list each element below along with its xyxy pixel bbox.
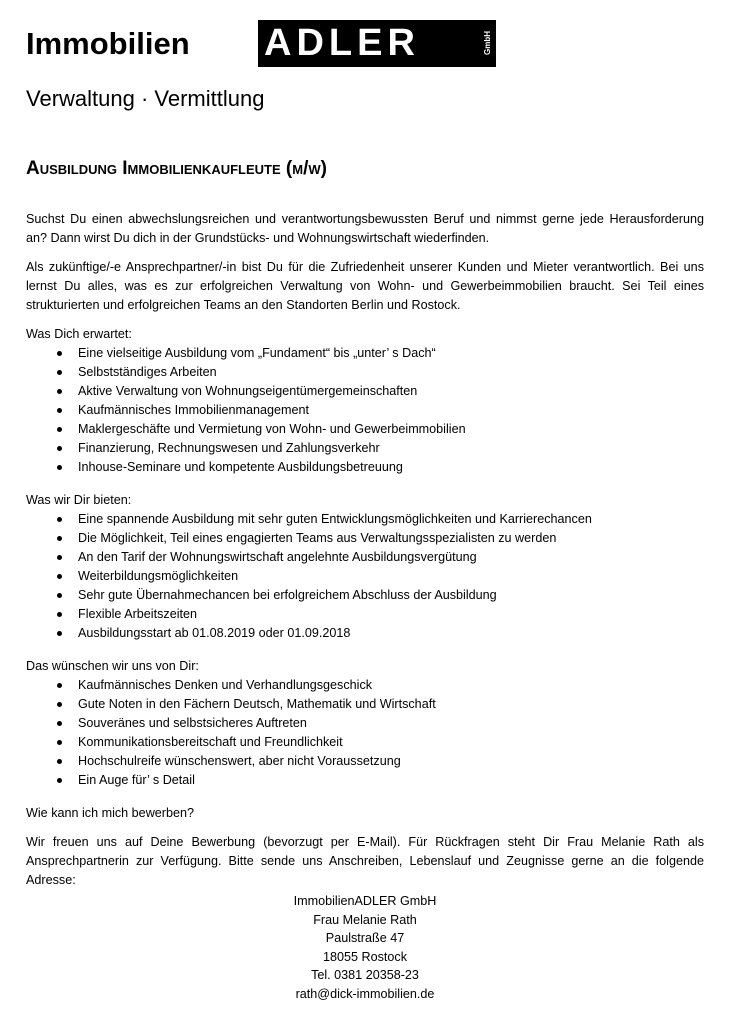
bullet-icon bbox=[57, 759, 62, 764]
bullet-icon bbox=[57, 702, 62, 707]
list-item: Weiterbildungsmöglichkeiten bbox=[26, 567, 704, 586]
address-street: Paulstraße 47 bbox=[325, 931, 405, 946]
bullet-icon bbox=[57, 389, 62, 394]
bullet-icon bbox=[57, 536, 62, 541]
address-contact: Frau Melanie Rath bbox=[313, 912, 417, 927]
bullet-icon bbox=[57, 612, 62, 617]
apply-question: Wie kann ich mich bewerben? bbox=[26, 806, 194, 820]
list-item: Hochschulreife wünschenswert, aber nicht Voraussetzung bbox=[26, 752, 704, 771]
document-body bbox=[26, 210, 704, 1004]
list-item: An den Tarif der Wohnungswirtschaft angelehnte Ausbildungsvergütung bbox=[26, 548, 704, 567]
list-item: Eine spannende Ausbildung mit sehr guten Entwicklungsmöglichkeiten und Karrierechancen bbox=[26, 510, 704, 529]
contact-address bbox=[26, 892, 704, 1004]
list-item: Gute Noten in den Fächern Deutsch, Mathematik und Wirtschaft bbox=[26, 695, 704, 714]
list-item: Die Möglichkeit, Teil eines engagierten Teams aus Verwaltungsspezialisten zu werden bbox=[26, 529, 704, 548]
tagline: Verwaltung · Vermittlung bbox=[26, 86, 265, 111]
job-title: Ausbildung Immobilienkaufleute (m/w) bbox=[26, 158, 327, 179]
list-item: Inhouse-Seminare und kompetente Ausbildungsbetreuung bbox=[26, 458, 704, 477]
bullet-icon bbox=[57, 721, 62, 726]
letterhead bbox=[26, 20, 492, 70]
bullet-icon bbox=[57, 778, 62, 783]
adler-logo bbox=[258, 20, 496, 67]
intro-paragraph-1: Suchst Du einen abwechslungsreichen und verantwortungsbewussten Beruf und nimmst gerne jede Herausforderung an? Dann wirst Du dich in der Grundstücks- und Wohnungswirtschaft wiederfinden. bbox=[26, 212, 704, 245]
bullet-icon bbox=[57, 427, 62, 432]
apply-text: Wir freuen uns auf Deine Bewerbung (bevorzugt per E-Mail). Für Rückfragen steht Dir Frau Melanie Rath als Ansprechpartnerin zur Verfügung. Bitte sende uns Anschreiben, Lebenslauf und Zeugnisse gerne an die folgende Adresse: bbox=[26, 835, 704, 887]
address-phone: Tel. 0381 20358-23 bbox=[311, 968, 419, 983]
intro-paragraph-2: Als zukünftige/-e Ansprechpartner/-in bist Du für die Zufriedenheit unserer Kunden und Mieter verantwortlich. Bei uns lernst Du alles, was es zur erfolgreichen Verwaltung von Wohn- und Gewerbeimmobilien braucht. Sei Teil eines strukturierten und erfolgreichen Teams an den Standorten Berlin und Rostock. bbox=[26, 260, 704, 312]
address-company: ImmobilienADLER GmbH bbox=[293, 894, 437, 908]
bullet-icon bbox=[57, 517, 62, 522]
bullet-icon bbox=[57, 555, 62, 560]
section-label: Was wir Dir bieten: bbox=[26, 493, 132, 507]
section-label: Das wünschen wir uns von Dir: bbox=[26, 659, 199, 673]
bullet-icon bbox=[57, 631, 62, 636]
list-item: Souveränes und selbstsicheres Auftreten bbox=[26, 714, 704, 733]
list-item: Eine vielseitige Ausbildung vom „Fundament“ bis „unter’ s Dach“ bbox=[26, 344, 704, 363]
logo-suffix: GmbH bbox=[483, 31, 492, 55]
bullet-list bbox=[26, 344, 704, 477]
list-item: Ausbildungsstart ab 01.08.2019 oder 01.09.2018 bbox=[26, 624, 704, 643]
list-item: Kommunikationsbereitschaft und Freundlichkeit bbox=[26, 733, 704, 752]
address-email[interactable]: rath@dick-immobilien.de bbox=[295, 986, 435, 1001]
section-label: Was Dich erwartet: bbox=[26, 327, 132, 341]
list-item: Finanzierung, Rechnungswesen und Zahlungsverkehr bbox=[26, 439, 704, 458]
list-item: Flexible Arbeitszeiten bbox=[26, 605, 704, 624]
list-item: Kaufmännisches Immobilienmanagement bbox=[26, 401, 704, 420]
list-item: Ein Auge für’ s Detail bbox=[26, 771, 704, 790]
list-item: Kaufmännisches Denken und Verhandlungsgeschick bbox=[26, 676, 704, 695]
bullet-icon bbox=[57, 446, 62, 451]
bullet-icon bbox=[57, 574, 62, 579]
logo-word: ADLER bbox=[264, 22, 420, 64]
bullet-icon bbox=[57, 408, 62, 413]
bullet-icon bbox=[57, 465, 62, 470]
section-requirements bbox=[26, 657, 704, 790]
section-expectations bbox=[26, 325, 704, 477]
bullet-icon bbox=[57, 683, 62, 688]
address-city: 18055 Rostock bbox=[322, 949, 407, 964]
brand-word: Immobilien bbox=[26, 26, 190, 61]
list-item: Selbstständiges Arbeiten bbox=[26, 363, 704, 382]
bullet-list bbox=[26, 676, 704, 790]
bullet-icon bbox=[57, 593, 62, 598]
section-offers bbox=[26, 491, 704, 643]
bullet-icon bbox=[57, 740, 62, 745]
list-item: Aktive Verwaltung von Wohnungseigentümergemeinschaften bbox=[26, 382, 704, 401]
bullet-icon bbox=[57, 370, 62, 375]
list-item: Maklergeschäfte und Vermietung von Wohn- und Gewerbeimmobilien bbox=[26, 420, 704, 439]
bullet-icon bbox=[57, 351, 62, 356]
list-item: Sehr gute Übernahmechancen bei erfolgreichem Abschluss der Ausbildung bbox=[26, 586, 704, 605]
bullet-list bbox=[26, 510, 704, 643]
